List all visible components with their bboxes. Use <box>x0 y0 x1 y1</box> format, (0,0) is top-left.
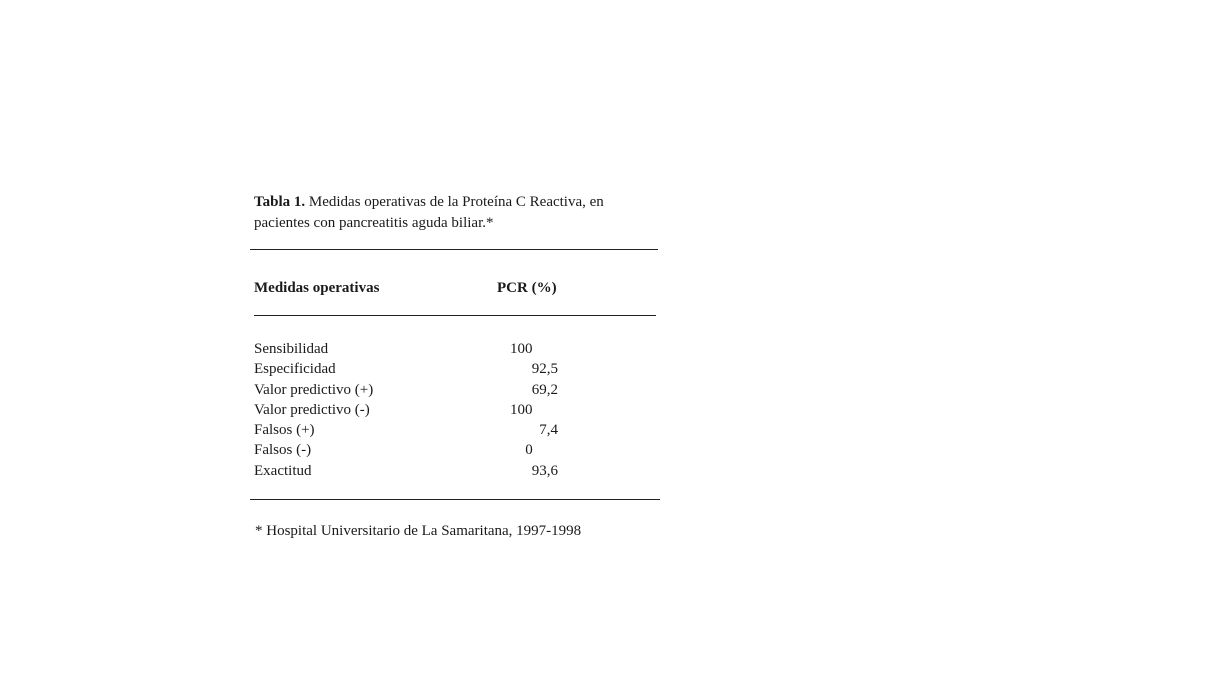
measure-cell: Especificidad <box>254 361 336 378</box>
value-cell: 93,6 <box>531 462 558 479</box>
measure-cell: Falsos (-) <box>254 442 312 459</box>
top-rule <box>250 249 658 250</box>
table-row <box>254 440 660 460</box>
value-cell: 100 <box>510 401 533 418</box>
measure-cell: Valor predictivo (+) <box>254 381 374 398</box>
table-row <box>254 380 660 400</box>
value-cell: 92,5 <box>531 361 558 378</box>
table-document <box>250 192 660 541</box>
table-row <box>254 339 660 359</box>
table-row <box>254 461 660 481</box>
measure-cell: Exactitud <box>254 462 312 479</box>
measure-cell: Falsos (+) <box>254 422 315 439</box>
value-cell: 100 <box>510 341 533 357</box>
table-row <box>254 420 660 440</box>
table-caption <box>254 192 662 234</box>
column-header-pcr: PCR (%) <box>497 280 557 296</box>
table-row <box>254 400 660 420</box>
table-row <box>254 359 660 379</box>
table-footnote: * Hospital Universitario de La Samaritana, 1997-1998 <box>255 523 582 540</box>
bottom-rule <box>250 499 660 500</box>
table-caption-label: Tabla 1. <box>254 194 306 210</box>
header-rule <box>254 315 656 316</box>
value-cell: 69,2 <box>531 381 558 398</box>
table-body <box>254 339 660 481</box>
column-header-measure: Medidas operativas <box>254 280 380 296</box>
measure-cell: Valor predictivo (-) <box>254 401 370 418</box>
measure-cell: Sensibilidad <box>254 341 329 357</box>
value-cell: 0 <box>525 442 533 459</box>
table-caption-text: Medidas operativas de la Proteína C Reactiva, en pacientes con pancreatitis aguda biliar.* <box>254 194 604 231</box>
table-header <box>254 278 660 298</box>
value-cell: 7,4 <box>539 422 558 439</box>
